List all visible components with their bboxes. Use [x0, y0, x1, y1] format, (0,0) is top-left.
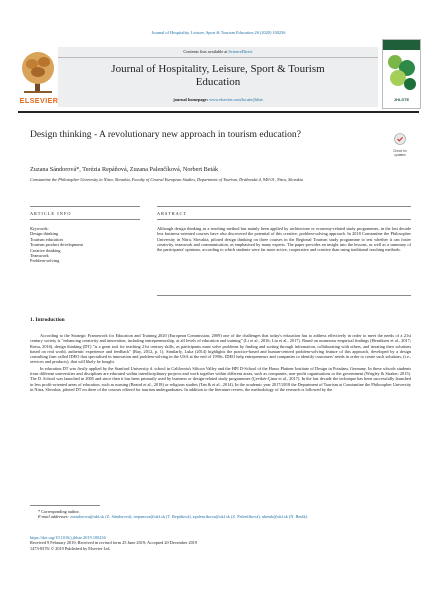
article-meta: [30, 535, 411, 551]
keyword-item: Tourism product development: [30, 242, 83, 248]
journal-title: Journal of Hospitality, Leisure, Sport & Tourism Education: [111, 63, 325, 88]
header-rule: [18, 111, 419, 113]
keywords-label: Keywords:: [30, 226, 49, 231]
keyword-item: Design thinking: [30, 231, 59, 237]
footnote-rule: [30, 505, 100, 506]
email-line: [30, 514, 411, 519]
cover-graphic: [383, 52, 420, 94]
journal-cover: [382, 39, 421, 109]
contents-prefix: Contents lists available at: [183, 49, 228, 54]
abstract-text: Although design thinking as a teaching method has mainly been applied by architecture or economy-related study programmes, in the last decade less business-oriented courses have also discovered the potential of this creative, problem-solving approach. In 2018 Constantine the Philosopher University in Nitra, Slovakia, piloted design thinking on three courses in the Regional Tourism study programme to test whether it can foster creativity, teamwork and communication, as emphasised by many experts. The paper provides an insight into the lessons, as well as a summary of the participants' opinions, according to which students were far more active, cooperative and creative than using traditional teaching methods.: [157, 226, 411, 253]
body-text: [30, 333, 411, 392]
check-updates-badge[interactable]: [389, 132, 411, 156]
article-info-heading: A R T I C L E I N F O: [30, 211, 71, 216]
cover-band: [383, 40, 420, 50]
homepage-link[interactable]: www.elsevier.com/locate/jhlste: [209, 97, 263, 102]
elsevier-logo: [18, 48, 58, 106]
journal-citation[interactable]: Journal of Hospitality, Leisure, Sport & Tourism Education 26 (2020) 100236: [151, 30, 286, 35]
publisher-name: ELSEVIER: [19, 96, 59, 105]
paragraph: According to the Strategic Framework for Education and Training 2020 (European Commission, 2009) one of the challenges that today's education has to address effectively in order to meet the needs of a 21st century society is "enhancing creativity and innovation, including entrepreneurship, at all levels of education and training" (Li et al., 2016; Liu et al., 2017). Based on numerous empirical findings (Henriksen et al., 2017; Rotsa, 2016), design thinking (DT) "is a great tool for teaching 21st century skills, as participants must solve problems by finding and sorting through information, collaborating with others, and iterating their solutions based on real world, authentic experience and feedback" (Ray, 2012, p. 1). Similarly, Luka (2014) highlights the practice-based and human-centred problem-solving feature of this approach, developed by a design consulting firm called IDEO that specialised in innovation and problem-solving in the USA at the end of 1990s. IDEO help entrepreneurs and companies to identify customers' needs in order to create such solutions, (i.e., services and products), that will likely be bought.: [30, 333, 411, 365]
abstract-bottom-rule: [157, 295, 411, 296]
doi-link[interactable]: https://doi.org/10.1016/j.jhlste.2019.100236: [30, 535, 106, 540]
abstract-heading: A B S T R A C T: [157, 211, 187, 216]
keyword-item: Creative thinking: [30, 247, 61, 253]
homepage-line: [58, 97, 378, 102]
homepage-prefix: journal homepage:: [173, 97, 208, 102]
footnotes: [30, 509, 411, 520]
keyword-item: Problem-solving: [30, 258, 60, 264]
contents-line: [58, 49, 378, 54]
cover-label: JHLSTE: [393, 97, 410, 102]
keyword-item: Teamwork: [30, 253, 49, 259]
email-label: E-mail addresses:: [38, 514, 69, 520]
section-heading: 1. Introduction: [30, 317, 65, 323]
authors: Zuzana Sándorová*, Terézia Repáňová, Zuzana Palenčíková, Norbert Beták: [30, 166, 219, 173]
sciencedirect-link[interactable]: ScienceDirect: [228, 49, 253, 54]
check-updates-icon: [394, 133, 406, 145]
check-updates-label: Check for updates: [393, 149, 407, 157]
abstract-rule: [157, 206, 411, 207]
article-info-rule: [30, 206, 140, 207]
header-divider: [58, 57, 378, 58]
article-title: Design thinking - A revolutionary new approach in tourism education?: [30, 129, 301, 140]
keyword-item: Tourism education: [30, 236, 63, 242]
email-addresses[interactable]: zsandorova@ukf.sk (Z. Sándorová), trepanova@ukf.sk (T. Repáňová), zpalencikova@ukf.sk (Z. Palenčíková), nbetak@ukf.sk (N. Beták).: [70, 514, 309, 520]
journal-header: [58, 47, 378, 107]
paragraph: In education DT was firstly applied by the Stanford University d. school in California's Silicon Valley and the HPI D-School of the Hasso Plattner Institute of Design in Potsdam, Germany. In these schools students from different universities and disciplines are educated within interdisciplinary projects and work together within different areas, such as companies, non-profit organisations or the government (Wrigley & Straker, 2015). The D. School was launched in 2005 and since then it has been primarily used by business or design-related study programmes (Çevikér-Çinar et al., 2017). In the last decade the technique has been successfully launched in less profit-oriented areas of education, such as nursing (Beaird et al., 2018) or religious studies (Tan & et al., 2014). In the academic year 2017/2018 the Department of Tourism at Constantine the Philosopher University in Nitra, Slovakia, piloted DT on three of the courses offered for tourism undergraduates. In addition to the literature review, the methodology of the research is followed by the: [30, 365, 411, 392]
affiliation: Constantine the Philosopher University in Nitra, Slovakia, Faculty of Central European Studies, Department of Tourism, Drážovská 4, 949 01, Nitra, Slovakia: [30, 177, 303, 182]
received-dates: Received 9 February 2019; Received in revised form 25 June 2019; Accepted 20 December 2019: [30, 540, 198, 546]
article-info-rule-2: [30, 219, 140, 220]
abstract-rule-2: [157, 219, 411, 220]
tree-icon: [18, 48, 58, 96]
copyright-line: 1473-8376/ © 2019 Published by Elsevier Ltd.: [30, 545, 111, 551]
keywords-block: [30, 226, 145, 264]
corresponding-author-note: * Corresponding author.: [38, 509, 80, 514]
